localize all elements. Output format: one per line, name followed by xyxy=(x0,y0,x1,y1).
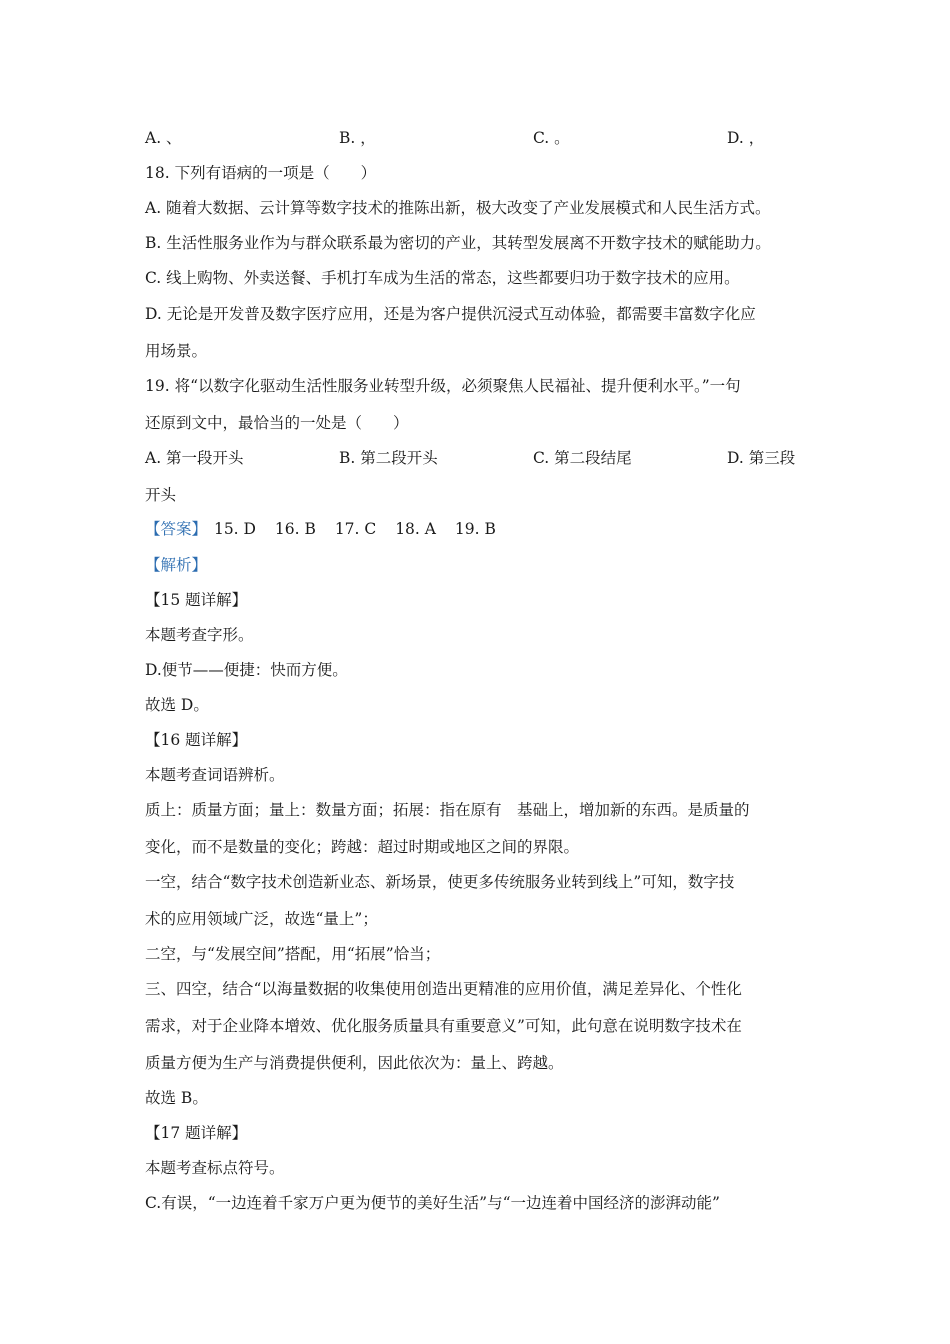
section-16-line: 故选 B。 xyxy=(145,1089,208,1107)
answer-item: 17. C xyxy=(334,520,377,538)
answer-label: 【答案】 xyxy=(145,520,208,538)
q17-option-b: B. ， xyxy=(339,129,376,147)
q19-option-c: C. 第二段结尾 xyxy=(533,449,632,467)
q18-option-a: A. 随着大数据、云计算等数字技术的推陈出新，极大改变了产业发展模式和人民生活方式。 xyxy=(145,199,771,217)
q18-option-d-line2: 用场景。 xyxy=(145,342,208,360)
q18-option-b: B. 生活性服务业作为与群众联系最为密切的产业，其转型发展离不开数字技术的赋能助力。 xyxy=(145,234,771,252)
section-15-line: 本题考查字形。 xyxy=(145,626,254,644)
section-16-line: 需求，对于企业降本增效、优化服务质量具有重要意义”可知，此句意在说明数字技术在 xyxy=(145,1017,742,1035)
answer-line xyxy=(145,519,510,539)
section-17-line: C.有误，“一边连着千家万户更为便节的美好生活”与“一边连着中国经济的澎湃动能” xyxy=(145,1194,720,1212)
q19-option-b: B. 第二段开头 xyxy=(339,449,438,467)
q19-stem-line1: 19. 将“以数字化驱动生活性服务业转型升级，必须聚焦人民福祉、提升便利水平。”一句 xyxy=(145,377,741,395)
q18-stem: 18. 下列有语病的一项是（ ） xyxy=(145,164,377,182)
q18-option-c: C. 线上购物、外卖送餐、手机打车成为生活的常态，这些都要归功于数字技术的应用。 xyxy=(145,269,740,287)
q17-option-c: C. 。 xyxy=(533,129,570,147)
section-16-title: 【16 题详解】 xyxy=(145,731,248,749)
analysis-label: 【解析】 xyxy=(145,556,208,574)
section-16-line: 术的应用领域广泛，故选“量上”； xyxy=(145,910,378,928)
section-16-line: 质上：质量方面；量上：数量方面；拓展：指在原有 基础上，增加新的东西。是质量的 xyxy=(145,801,750,819)
section-16-line: 二空，与“发展空间”搭配，用“拓展”恰当； xyxy=(145,945,441,963)
answer-item: 16. B xyxy=(274,520,316,538)
section-16-line: 一空，结合“数字技术创造新业态、新场景，使更多传统服务业转到线上”可知，数字技 xyxy=(145,873,735,891)
section-16-line: 变化，而不是数量的变化；跨越：超过时期或地区之间的界限。 xyxy=(145,838,580,856)
section-15-title: 【15 题详解】 xyxy=(145,591,248,609)
answer-item: 19. B xyxy=(454,520,496,538)
section-16-line: 本题考查词语辨析。 xyxy=(145,766,285,784)
q19-option-d: D. 第三段 xyxy=(727,449,796,467)
section-17-line: 本题考查标点符号。 xyxy=(145,1159,285,1177)
answer-item: 18. A xyxy=(395,520,436,538)
q17-option-a: A. 、 xyxy=(145,129,182,147)
section-15-line: D.便节——便捷：快而方便。 xyxy=(145,661,348,679)
section-17-title: 【17 题详解】 xyxy=(145,1124,248,1142)
answer-item: 15. D xyxy=(213,520,256,538)
q17-option-d: D. ， xyxy=(727,129,765,147)
section-16-line: 质量方便为生产与消费提供便利，因此依次为：量上、跨越。 xyxy=(145,1054,564,1072)
q19-stem-line2: 还原到文中，最恰当的一处是（ ） xyxy=(145,414,409,432)
q18-option-d-line1: D. 无论是开发普及数字医疗应用，还是为客户提供沉浸式互动体验，都需要丰富数字化应 xyxy=(145,305,756,323)
section-15-line: 故选 D。 xyxy=(145,696,209,714)
q19-option-d-wrap: 开头 xyxy=(145,486,177,504)
section-16-line: 三、四空，结合“以海量数据的收集使用创造出更精准的应用价值，满足差异化、个性化 xyxy=(145,980,742,998)
q19-option-a: A. 第一段开头 xyxy=(145,449,244,467)
